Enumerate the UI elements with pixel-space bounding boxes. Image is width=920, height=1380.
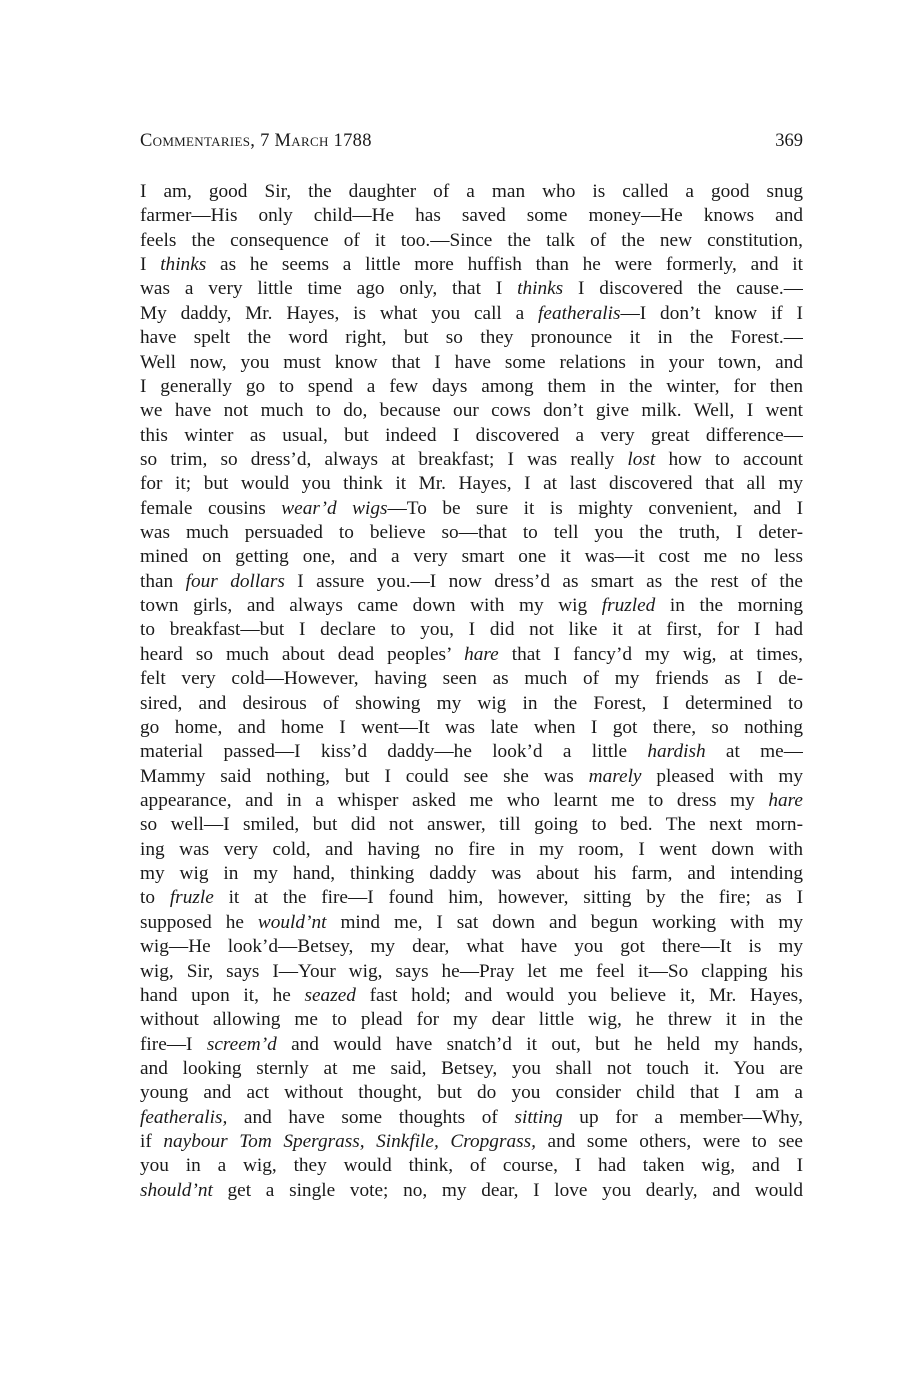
- text-segment: appearance, and in a whisper asked me who learnt me to dress my: [140, 789, 769, 811]
- text-segment: Mammy said nothing, but I could see she was: [140, 765, 589, 787]
- text-segment: we have not much to do, because our cows don’t give milk. Well, I went: [140, 400, 803, 422]
- italic-text: fruzle: [169, 887, 214, 909]
- text-line: [140, 472, 803, 496]
- text-line: [140, 1057, 803, 1081]
- text-line: [140, 716, 803, 740]
- text-line: [140, 594, 803, 618]
- text-line: [140, 765, 803, 789]
- text-line: [140, 1033, 803, 1057]
- italic-text: wear’d wigs: [281, 497, 388, 519]
- text-line: [140, 960, 803, 984]
- text-line: [140, 521, 803, 545]
- italic-text: sitting: [514, 1106, 563, 1128]
- text-line: [140, 448, 803, 472]
- text-segment: female cousins: [140, 497, 282, 519]
- text-segment: I generally go to spend a few days among them in the winter, for then: [140, 375, 803, 397]
- text-segment: if: [140, 1131, 164, 1153]
- text-line: [140, 886, 803, 910]
- text-segment: go home, and home I went—It was late when I got there, so nothing: [140, 716, 803, 738]
- text-line: [140, 424, 803, 448]
- text-line: [140, 399, 803, 423]
- text-line: [140, 1106, 803, 1130]
- text-line: [140, 911, 803, 935]
- text-segment: fire—I: [140, 1033, 207, 1055]
- italic-text: thinks: [517, 278, 564, 300]
- text-line: [140, 180, 803, 204]
- text-segment: how to account: [655, 448, 803, 470]
- text-segment: I discovered the cause.—: [563, 278, 803, 300]
- text-segment: heard so much about dead peoples’: [140, 643, 465, 665]
- text-segment: and some others, were to see: [535, 1131, 803, 1153]
- text-segment: farmer—His only child—He has saved some money—He knows and: [140, 205, 803, 227]
- text-segment: was a very little time ago only, that I: [140, 278, 518, 300]
- text-segment: sired, and desirous of showing my wig in the Forest, I determined to: [140, 692, 803, 714]
- text-segment: fast hold; and would you believe it, Mr. Hayes,: [355, 984, 803, 1006]
- running-head: [140, 131, 803, 155]
- text-line: [140, 1154, 803, 1178]
- text-line: [140, 862, 803, 886]
- running-head-title: Commentaries, 7 March 1788: [140, 131, 372, 151]
- text-line: [140, 618, 803, 642]
- text-line: [140, 545, 803, 569]
- text-segment: up for a member—Why,: [562, 1106, 803, 1128]
- text-line: [140, 1179, 803, 1203]
- text-line: [140, 692, 803, 716]
- body-text: [140, 180, 803, 1203]
- italic-text: hare: [464, 643, 499, 665]
- text-segment: so well—I smiled, but did not answer, till going to bed. The next morn-: [140, 814, 803, 836]
- text-segment: this winter as usual, but indeed I discovered a very great difference—: [140, 424, 803, 446]
- text-segment: without allowing me to plead for my dear little wig, he threw it in the: [140, 1009, 803, 1031]
- italic-text: hardish: [647, 741, 706, 763]
- text-segment: supposed he: [140, 911, 258, 933]
- text-line: [140, 813, 803, 837]
- text-segment: get a single vote; no, my dear, I love you dearly, and would: [212, 1179, 803, 1201]
- italic-text: marely: [588, 765, 642, 787]
- text-segment: —To be sure it is mighty convenient, and I: [387, 497, 803, 519]
- text-segment: as he seems a little more huffish than he were formerly, and it: [206, 254, 803, 276]
- text-segment: town girls, and always came down with my wig: [140, 595, 602, 617]
- text-segment: hand upon it, he: [140, 984, 305, 1006]
- text-segment: My daddy, Mr. Hayes, is what you call a: [140, 302, 539, 324]
- italic-text: featheralis: [538, 302, 621, 324]
- text-line: [140, 204, 803, 228]
- italic-text: featheralis,: [140, 1106, 228, 1128]
- text-segment: to breakfast—but I declare to you, I did not like it at first, for I had: [140, 619, 803, 641]
- text-line: [140, 1008, 803, 1032]
- text-line: [140, 984, 803, 1008]
- text-segment: to: [140, 887, 170, 909]
- italic-text: fruzled: [601, 595, 656, 617]
- text-segment: and looking sternly at me said, Betsey, you shall not touch it. You are: [140, 1057, 803, 1079]
- text-line: [140, 351, 803, 375]
- text-line: [140, 740, 803, 764]
- text-segment: mined on getting one, and a very smart one it was—it cost me no less: [140, 546, 803, 568]
- italic-text: naybour Tom Spergrass, Sinkfile, Cropgrass,: [163, 1131, 536, 1153]
- text-line: [140, 1130, 803, 1154]
- page-number: 369: [775, 131, 803, 151]
- text-segment: mind me, I sat down and begun working with my: [326, 911, 803, 933]
- italic-text: should’nt: [140, 1179, 213, 1201]
- text-segment: I am, good Sir, the daughter of a man who is called a good snug: [140, 181, 803, 202]
- text-segment: my wig in my hand, thinking daddy was about his farm, and intending: [140, 863, 803, 885]
- text-segment: pleased with my: [641, 765, 803, 787]
- text-line: [140, 277, 803, 301]
- text-segment: have spelt the word right, but so they pronounce it in the Forest.—: [140, 327, 803, 349]
- text-line: [140, 667, 803, 691]
- italic-text: lost: [627, 448, 656, 470]
- text-line: [140, 1081, 803, 1105]
- text-segment: in the morning: [655, 595, 803, 617]
- text-segment: than: [140, 570, 186, 592]
- text-segment: so trim, so dress’d, always at breakfast; I was really: [140, 448, 628, 470]
- text-segment: young and act without thought, but do you consider child that I am a: [140, 1082, 803, 1104]
- text-segment: I assure you.—I now dress’d as smart as the rest of the: [284, 570, 803, 592]
- text-segment: I: [140, 254, 161, 276]
- text-segment: at me—: [705, 741, 803, 763]
- text-line: [140, 570, 803, 594]
- text-segment: —I don’t know if I: [620, 302, 803, 324]
- text-segment: and have some thoughts of: [227, 1106, 515, 1128]
- text-segment: that I fancy’d my wig, at times,: [498, 643, 803, 665]
- text-segment: it at the fire—I found him, however, sitting by the fire; as I: [213, 887, 803, 909]
- text-segment: for it; but would you think it Mr. Hayes, I at last discovered that all my: [140, 473, 803, 495]
- text-line: [140, 838, 803, 862]
- text-segment: you in a wig, they would think, of course, I had taken wig, and I: [140, 1155, 803, 1177]
- text-line: [140, 375, 803, 399]
- text-segment: Well now, you must know that I have some relations in your town, and: [140, 351, 803, 373]
- text-line: [140, 497, 803, 521]
- text-segment: material passed—I kiss’d daddy—he look’d a little: [140, 741, 648, 763]
- text-line: [140, 643, 803, 667]
- text-line: [140, 253, 803, 277]
- text-segment: ing was very cold, and having no fire in my room, I went down with: [140, 838, 803, 860]
- italic-text: four dollars: [185, 570, 285, 592]
- text-segment: feels the consequence of it too.—Since the talk of the new constitution,: [140, 229, 803, 251]
- text-line: [140, 935, 803, 959]
- italic-text: screem’d: [206, 1033, 277, 1055]
- italic-text: seazed: [304, 984, 356, 1006]
- text-line: [140, 326, 803, 350]
- italic-text: would’nt: [257, 911, 327, 933]
- italic-text: hare: [768, 789, 803, 811]
- text-line: [140, 789, 803, 813]
- text-segment: wig, Sir, says I—Your wig, says he—Pray let me feel it—So clapping his: [140, 960, 803, 982]
- text-segment: felt very cold—However, having seen as much of my friends as I de-: [140, 668, 803, 690]
- text-line: [140, 302, 803, 326]
- italic-text: thinks: [160, 254, 207, 276]
- text-segment: and would have snatch’d it out, but he held my hands,: [276, 1033, 803, 1055]
- text-segment: was much persuaded to believe so—that to tell you the truth, I deter-: [140, 522, 803, 544]
- text-segment: wig—He look’d—Betsey, my dear, what have you got there—It is my: [140, 936, 803, 958]
- text-line: [140, 229, 803, 253]
